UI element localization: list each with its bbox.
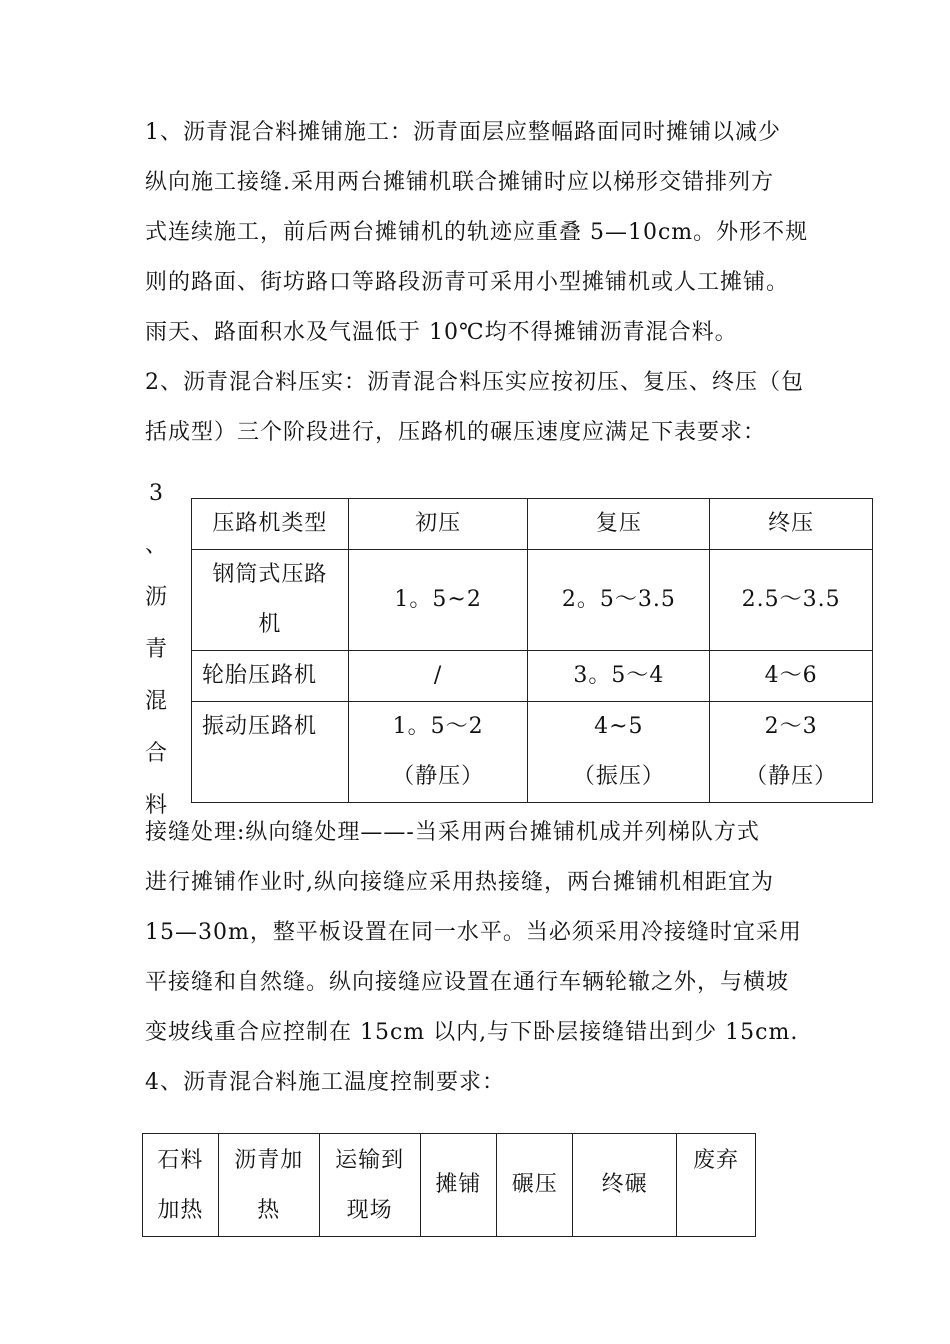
- text-line: 变坡线重合应控制在 15cm 以内,与下卧层接缝错出到少 15cm.: [145, 1020, 799, 1045]
- temperature-table: [142, 1133, 756, 1237]
- text-line: 括成型）三个阶段进行，压路机的碾压速度应满足下表要求：: [145, 420, 767, 445]
- table-cell: 振动压路机: [192, 702, 349, 803]
- table-row: [192, 702, 873, 803]
- text-line: 进行摊铺作业时,纵向接缝应采用热接缝，两台摊铺机相距宜为: [145, 870, 774, 895]
- table-cell: 2。5～3.5: [528, 550, 710, 651]
- text-line: 纵向施工接缝.采用两台摊铺机联合摊铺时应以梯形交错排列方: [145, 170, 774, 195]
- cell-line: 运输到: [335, 1148, 405, 1173]
- cell-line: 热: [257, 1198, 281, 1223]
- table-cell: [348, 702, 528, 803]
- header-cell: [143, 1134, 219, 1237]
- header-cell: [218, 1134, 319, 1237]
- table-cell: 1。5~2: [348, 550, 528, 651]
- table-cell: 3。5～4: [528, 651, 710, 702]
- vertical-char: 、: [145, 533, 168, 558]
- cell-line: （静压）: [745, 764, 838, 789]
- header-cell: 复压: [528, 499, 710, 550]
- section-3-paragraph: [145, 808, 825, 1108]
- cell-line: 沥青加: [234, 1148, 304, 1173]
- section-1-paragraph: [145, 108, 825, 458]
- vertical-char: 沥: [145, 585, 168, 610]
- table-cell: 4～6: [710, 651, 873, 702]
- cell-line: 现场: [346, 1198, 393, 1223]
- cell-line: 4~5: [594, 714, 644, 739]
- cell-line: 加热: [157, 1198, 204, 1223]
- text-line: 2、沥青混合料压实：沥青混合料压实应按初压、复压、终压（包: [145, 370, 804, 395]
- cell-line: 钢筒式压路: [212, 562, 328, 587]
- cell-line: 1。5～2: [392, 714, 484, 739]
- header-cell: 压路机类型: [192, 499, 349, 550]
- cell-line: 机: [258, 612, 282, 637]
- text-line: 则的路面、街坊路口等路段沥青可采用小型摊铺机或人工摊铺。: [145, 270, 790, 295]
- header-cell: 废弃: [677, 1134, 756, 1237]
- vertical-char: 青: [145, 637, 168, 662]
- table-cell: 轮胎压路机: [192, 651, 349, 702]
- header-cell: 初压: [348, 499, 528, 550]
- table-row: [192, 550, 873, 651]
- text-line: 接缝处理:纵向缝处理——-当采用两台摊铺机成并列梯队方式: [145, 820, 760, 845]
- roller-speed-table: [191, 498, 873, 803]
- vertical-char: 合: [145, 741, 168, 766]
- header-cell: 终压: [710, 499, 873, 550]
- table-cell: /: [348, 651, 528, 702]
- vertical-char: 料: [145, 793, 168, 818]
- vertical-heading: [145, 468, 167, 832]
- header-cell: [319, 1134, 420, 1237]
- cell-line: 2～3: [764, 714, 818, 739]
- cell-line: 石料: [157, 1148, 204, 1173]
- text-line: 平接缝和自然缝。纵向接缝应设置在通行车辆轮辙之外，与横坡: [145, 970, 790, 995]
- table-cell: [710, 702, 873, 803]
- header-cell: 碾压: [497, 1134, 573, 1237]
- table-cell: 2.5～3.5: [710, 550, 873, 651]
- text-line: 15—30m，整平板设置在同一水平。当必须采用冷接缝时宜采用: [145, 920, 802, 945]
- header-cell: 摊铺: [420, 1134, 497, 1237]
- table-header-row: [143, 1134, 756, 1237]
- header-cell: 终碾: [573, 1134, 677, 1237]
- text-line: 式连续施工，前后两台摊铺机的轨迹应重叠 5—10cm。外形不规: [145, 220, 809, 245]
- text-line: 雨天、路面积水及气温低于 10℃均不得摊铺沥青混合料。: [145, 320, 738, 345]
- cell-line: （静压）: [392, 764, 485, 789]
- cell-line: （振压）: [572, 764, 665, 789]
- table-header-row: [192, 499, 873, 550]
- table-row: [192, 651, 873, 702]
- table-cell: [528, 702, 710, 803]
- vertical-char: 混: [145, 689, 168, 714]
- vertical-char: 3: [149, 481, 163, 506]
- text-line: 4、沥青混合料施工温度控制要求：: [145, 1070, 505, 1095]
- table-cell: [192, 550, 349, 651]
- text-line: 1、沥青混合料摊铺施工：沥青面层应整幅路面同时摊铺以减少: [145, 120, 781, 145]
